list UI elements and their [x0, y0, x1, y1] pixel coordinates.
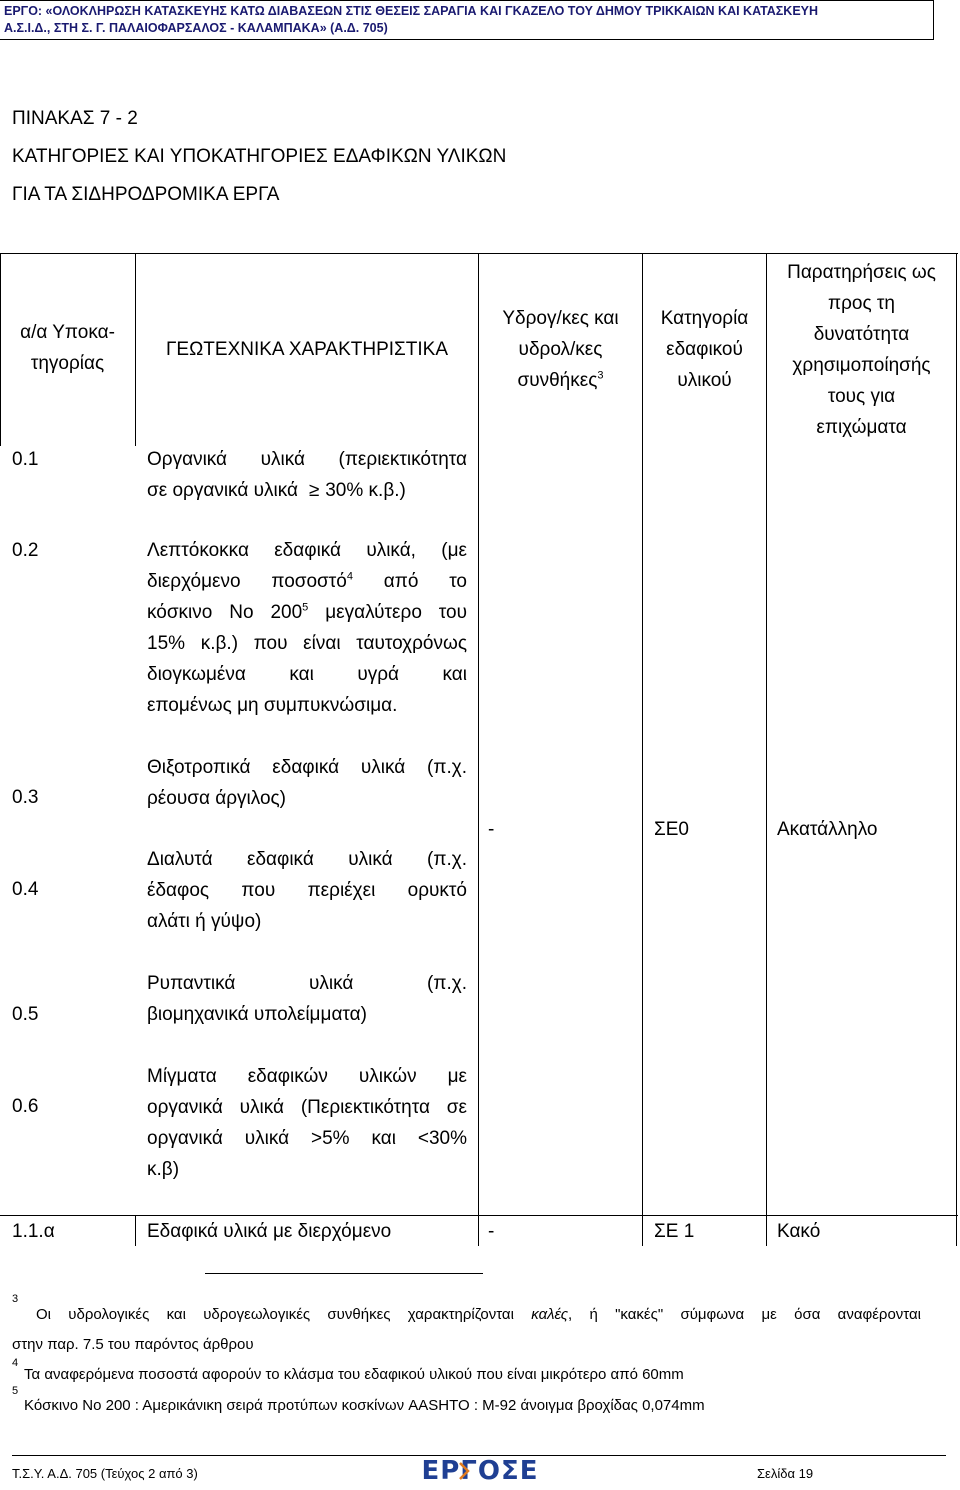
footnote-ref-3: 3 [597, 369, 604, 382]
row-0-5-desc [147, 968, 467, 1030]
row-0-2-line1: Λεπτόκοκκα εδαφικά υλικά, (με [147, 540, 467, 561]
title-line-2: ΚΑΤΗΓΟΡΙΕΣ ΚΑΙ ΥΠΟΚΑΤΗΓΟΡΙΕΣ ΕΔΑΦΙΚΩΝ ΥΛΙΚΩΝ [12, 146, 507, 167]
col-header-remarks-line1: Παρατηρήσεις ως [787, 262, 936, 283]
row-0-1-line2-text: σε οργανικά υλικά [147, 480, 298, 501]
row-0-4-line2: έδαφος που περιέχει ορυκτό [147, 880, 467, 901]
document-header [0, 0, 934, 40]
row-1-1-a-remark: Κακό [777, 1221, 821, 1242]
col-header-remarks-line4: χρησιμοποίησής [792, 355, 931, 376]
row-0-2-id: 0.2 [12, 540, 39, 561]
row-0-1-line1: Οργανικά υλικά (περιεκτικότητα [147, 449, 467, 470]
footnote-3-text-c: , ή "κακές" σύμφωνα με όσα αναφέρονται [568, 1306, 922, 1323]
footnote-3-number: 3 [12, 1293, 19, 1305]
footnote-ref-4: 4 [346, 570, 353, 583]
title-line-3: ΓΙΑ ΤΑ ΣΙΔΗΡΟΔΡΟΜΙΚΑ ΕΡΓΑ [12, 184, 280, 205]
col-divider-2 [478, 253, 479, 1246]
row-1-1-a-condition: - [488, 1221, 495, 1242]
footnote-5-text: Κόσκινο Νο 200 : Αμερικάνικη σειρά προτύπων κοσκίνων AASHTO : M-92 άνοιγμα βροχίδας 0,074mm [24, 1397, 705, 1414]
footnote-4-text: Τα αναφερόμενα ποσοστά αφορούν το κλάσμα του εδαφικού υλικού που είναι μικρότερο από 60mm [24, 1366, 684, 1383]
col-header-geotech: ΓΕΩΤΕΧΝΙΚΑ ΧΑΡΑΚΤΗΡΙΣΤΙΚΑ [165, 339, 449, 360]
header-line-1: ΕΡΓΟ: «ΟΛΟΚΛΗΡΩΣΗ ΚΑΤΑΣΚΕΥΗΣ ΚΑΤΩ ΔΙΑΒΑΣΕΩΝ ΣΤΙΣ ΘΕΣΕΙΣ ΣΑΡΑΓΙΑ ΚΑΙ ΓΚΑΖΕΛΟ ΤΟΥ ΔΗΜΟΥ ΤΡΙΚΚΑΙΩΝ ΚΑΙ ΚΑΤΑΣΚΕΥΗ [4, 4, 819, 18]
col-header-remarks-line2: προς τη [828, 293, 895, 314]
group-remark: Ακατάλληλο [777, 819, 878, 840]
footer-page-number: Σελίδα 19 [757, 1466, 814, 1481]
col-header-category-line3: υλικού [677, 370, 732, 391]
col-header-id-line2: τηγορίας [30, 353, 105, 374]
col-header-hydro-text: συνθήκες [517, 370, 598, 391]
row-0-5-line1: Ρυπαντικά υλικά (π.χ. [147, 973, 467, 994]
row-1-1-a-id: 1.1.α [12, 1221, 55, 1242]
row-0-2-line5: διογκωμένα και υγρά και [147, 664, 467, 685]
row-0-6-line4: κ.β) [147, 1159, 180, 1180]
row-0-2-line2b: από το [383, 571, 467, 592]
ergose-logo [412, 1454, 548, 1484]
right-border [956, 253, 957, 1246]
footnote-5-number: 5 [12, 1385, 19, 1397]
row-0-5-id: 0.5 [12, 1004, 39, 1025]
footnote-3-line1 [36, 1300, 921, 1330]
col-header-remarks-line5: τους για [827, 386, 896, 407]
row-0-1-line2 [147, 475, 467, 506]
row-1-1-a-category: ΣΕ 1 [654, 1221, 695, 1242]
table-top-border [0, 253, 958, 254]
row-0-4-id: 0.4 [12, 879, 39, 900]
footer-doc-ref: Τ.Σ.Υ. Α.Δ. 705 (Τεύχος 2 από 3) [12, 1466, 198, 1481]
title-line-1: ΠΙΝΑΚΑΣ 7 - 2 [12, 108, 138, 129]
footnote-3-text-a: Οι υδρολογικές και υδρογεωλογικές συνθήκες χαρακτηρίζονται [36, 1306, 514, 1323]
col-header-category [643, 303, 766, 396]
col-header-remarks-line6: επιχώματα [816, 417, 907, 438]
row-0-4-desc [147, 844, 467, 937]
row-0-6-id: 0.6 [12, 1096, 39, 1117]
col-header-hydro-line3 [479, 365, 642, 396]
row-0-2-line2 [147, 566, 467, 597]
col-divider-3 [642, 253, 643, 1246]
row-0-2-line4: 15% κ.β.) που είναι ταυτοχρόνως [147, 633, 467, 654]
row-0-1-line2-value: 30% κ.β.) [325, 480, 406, 501]
footnote-ref-5: 5 [302, 601, 309, 614]
col-header-hydro-line1: Υδρογ/κες και [502, 308, 619, 329]
row-1-1-a-desc: Εδαφικά υλικά με διερχόμενο [147, 1221, 392, 1242]
row-0-6-line2: οργανικά υλικά (Περιεκτικότητα σε [147, 1097, 467, 1118]
row-0-2-desc [147, 535, 467, 721]
row-0-5-line2: βιομηχανικά υπολείμματα) [147, 1004, 367, 1025]
row-0-3-line1: Θιξοτροπικά εδαφικά υλικά (π.χ. [147, 757, 467, 778]
row-0-6-desc [147, 1061, 467, 1185]
group-hydro-condition: - [488, 819, 495, 840]
row-0-2-line6: επομένως μη συμπυκνώσιμα. [147, 695, 398, 716]
greater-equal-icon: ≥ [309, 480, 320, 501]
footnote-separator [205, 1273, 483, 1274]
col-header-id [0, 317, 135, 379]
row-0-3-id: 0.3 [12, 787, 39, 808]
footnote-3-text-b: καλές [531, 1306, 568, 1323]
ergose-logo-text: ΕΡΓΟΣΕ [421, 1456, 539, 1484]
col-header-remarks-line3: δυνατότητα [813, 324, 910, 345]
row-0-6-line3: οργανικά υλικά >5% και <30% [147, 1128, 467, 1149]
col-header-id-line1: α/α Υποκα- [20, 322, 115, 343]
row-0-4-line3: αλάτι ή γύψο) [147, 911, 262, 932]
row-0-2-line3b: μεγαλύτερο του [325, 602, 467, 623]
row-0-1-id: 0.1 [12, 449, 39, 470]
col-divider-1b [135, 1216, 136, 1246]
row-0-6-line1: Μίγματα εδαφικών υλικών με [147, 1066, 467, 1087]
row-0-2-line3 [147, 597, 467, 628]
group-category: ΣΕ0 [654, 819, 689, 840]
col-header-category-line1: Κατηγορία [660, 308, 749, 329]
header-line-2: Α.Σ.Ι.Δ., ΣΤΗ Σ. Γ. ΠΑΛΑΙΟΦΑΡΣΑΛΟΣ - ΚΑΛΑΜΠΑΚΑ» (Α.Δ. 705) [4, 21, 388, 35]
col-header-remarks [767, 257, 956, 443]
row-0-2-line2a: διερχόμενο ποσοστό [147, 571, 347, 592]
footnote-3-line2: στην παρ. 7.5 του παρόντος άρθρου [12, 1336, 254, 1353]
col-header-category-line2: εδαφικού [666, 339, 743, 360]
col-header-hydro-line2: υδρολ/κες [518, 339, 603, 360]
footnote-4-number: 4 [12, 1357, 19, 1369]
row-0-3-desc [147, 752, 467, 814]
row-0-3-line2: ρέουσα άργιλος) [147, 788, 287, 809]
row-0-2-line3a: κόσκινο Νο 200 [147, 602, 303, 623]
row-0-1-desc [147, 444, 467, 506]
table-title [12, 100, 506, 214]
col-header-hydro [479, 303, 642, 396]
row-0-4-line1: Διαλυτά εδαφικά υλικά (π.χ. [147, 849, 467, 870]
